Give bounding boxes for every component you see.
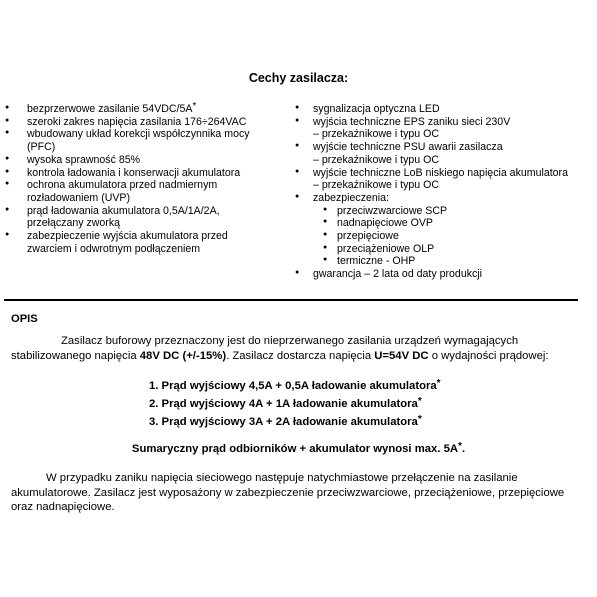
feature-item: ● wyjście techniczne PSU awarii zasilacza – przekaźnikowe i typu OC — [296, 141, 592, 166]
output-mode-3: 3. Prąd wyjściowy 3A + 2A ładowanie akumulatora* — [149, 414, 422, 428]
output-mode-2: 2. Prąd wyjściowy 4A + 1A ładowanie akumulatora* — [149, 396, 422, 410]
description-paragraph: Zasilacz buforowy przeznaczony jest do nieprzerwanego zasilania urządzeń wymagających stabilizowanego napięcia 48V DC (+/-15%). Zasilacz dostarcza napięcia U=54V DC o wydajności prądowej: — [11, 335, 549, 362]
feature-item: ● szeroki zakres napięcia zasilania 176÷264VAC — [4, 116, 294, 129]
feature-item: ● zabezpieczenie wyjścia akumulatora przed zwarciem i odwrotnym podłączeniem — [4, 230, 294, 255]
footnote-star: * — [458, 441, 462, 452]
feature-item: ● wysoka sprawność 85% — [4, 154, 294, 167]
nominal-voltage: 48V DC (+/-15%) — [139, 349, 227, 362]
feature-item: ● prąd ładowania akumulatora 0,5A/1A/2A, przełączany zworką — [4, 205, 294, 230]
features-list-left — [4, 103, 294, 255]
output-mode-1: 1. Prąd wyjściowy 4,5A + 0,5A ładowanie akumulatora* — [149, 378, 441, 392]
footnote-star: * — [417, 396, 422, 407]
feature-item: ● bezprzerwowe zasilanie 54VDC/5A* — [4, 103, 294, 116]
feature-item: ● wyjście techniczne LoB niskiego napięcia akumulatora – przekaźnikowe i typu OC — [296, 167, 592, 192]
footnote-star: * — [436, 378, 441, 389]
section-divider — [4, 299, 578, 301]
footnote-star: * — [192, 101, 197, 112]
protections-list — [313, 205, 592, 269]
footnote-star: * — [417, 414, 422, 425]
feature-item: ● zabezpieczenia: ● przeciwzwarciowe SCP ● nadnapięciowe OVP ● przepięciowe ● przeciążeniowe OLP ● termiczne - OHP — [296, 192, 592, 268]
summary-current: Sumaryczny prąd odbiorników + akumulator wynosi max. 5A*. — [131, 441, 466, 455]
feature-item: ● kontrola ładowania i konserwacji akumulatora — [4, 167, 294, 180]
feature-item: ● wyjścia techniczne EPS zaniku sieci 230V – przekaźnikowe i typu OC — [296, 116, 592, 141]
feature-item: ● ochrona akumulatora przed nadmiernym rozładowaniem (UVP) — [4, 179, 294, 204]
opis-heading: OPIS — [11, 313, 38, 325]
features-list-right — [296, 103, 592, 281]
protection-item: ● przeciwzwarciowe SCP — [323, 205, 592, 218]
protection-item: ● przepięciowe — [323, 230, 592, 243]
protection-item: ● przeciążeniowe OLP — [323, 243, 592, 256]
features-title: Cechy zasilacza: — [248, 71, 349, 85]
output-voltage: U=54V DC — [374, 349, 429, 362]
feature-item: ● sygnalizacja optyczna LED — [296, 103, 592, 116]
protection-item: ● nadnapięciowe OVP — [323, 217, 592, 230]
backup-paragraph: W przypadku zaniku napięcia sieciowego następuje natychmiastowe przełączenie na zasilanie akumulatorowe. Zasilacz jest wyposażony w zabezpieczenie przeciwzwarciowe, przeciążeniowe, przepięciowe oraz nadnapięciowe. — [11, 472, 565, 514]
protection-item: ● termiczne - OHP — [323, 255, 592, 268]
feature-item: ● gwarancja – 2 lata od daty produkcji — [296, 268, 592, 281]
feature-item: ● wbudowany układ korekcji współczynnika mocy (PFC) — [4, 128, 294, 153]
